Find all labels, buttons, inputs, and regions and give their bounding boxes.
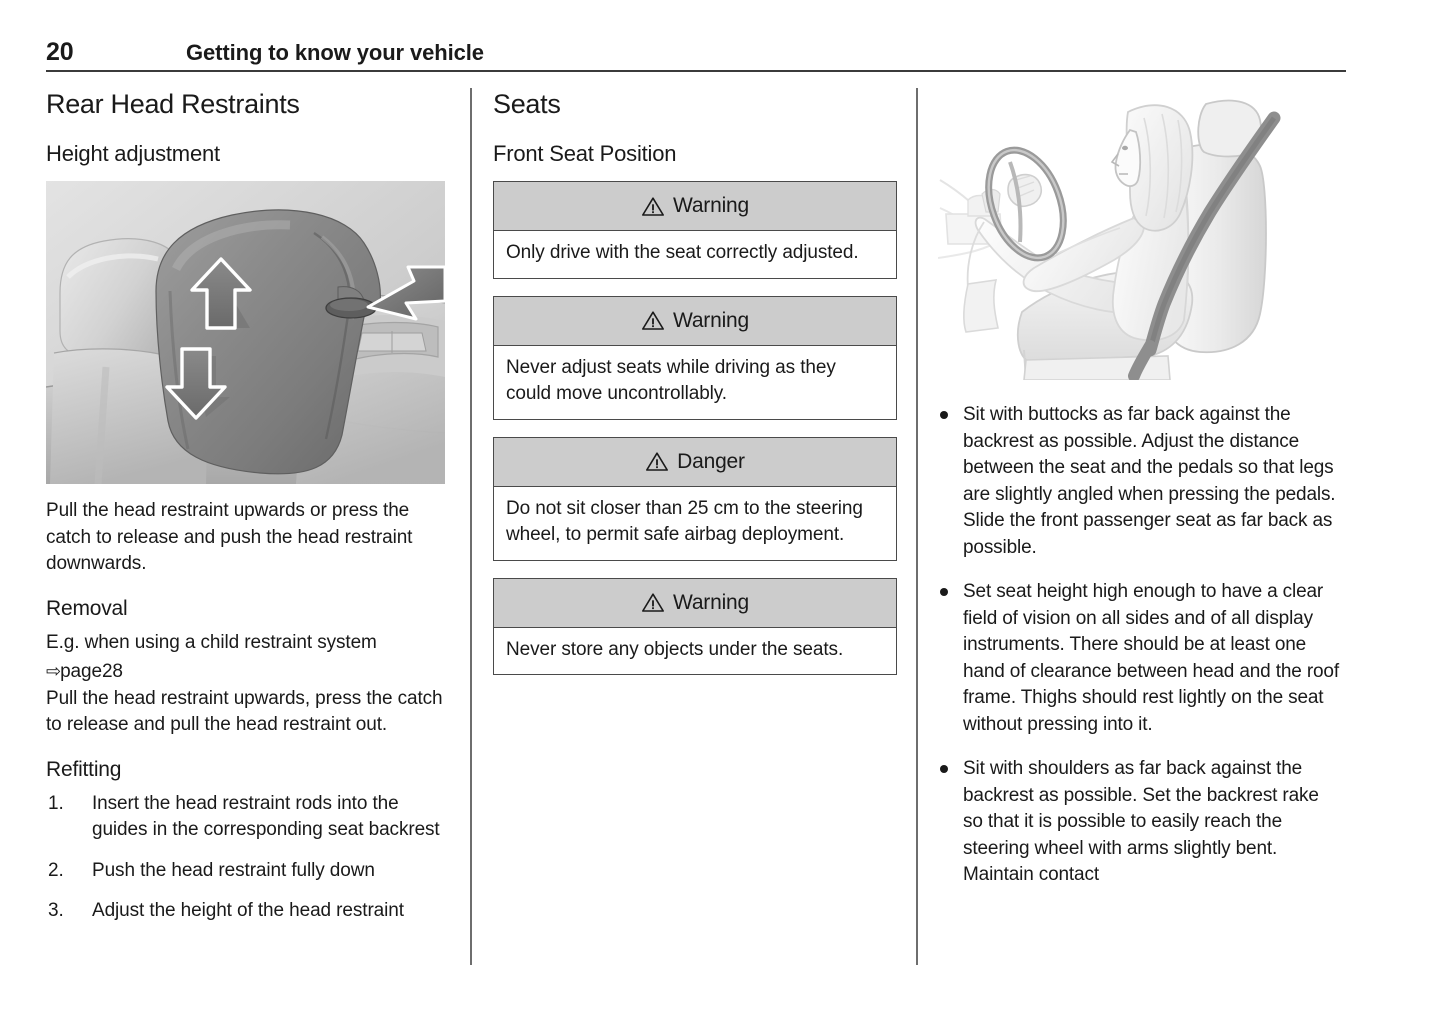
bullet-icon (940, 411, 948, 419)
list-item (938, 756, 1343, 889)
reference-target-label: page28 (60, 661, 123, 682)
notice-label: Danger (677, 449, 745, 473)
list-item (46, 791, 450, 844)
notice-header (494, 182, 896, 231)
list-item (46, 858, 450, 885)
warning-triangle-icon (641, 196, 665, 217)
notice-body (494, 346, 896, 419)
column-divider-right (916, 88, 918, 965)
heading-refitting: Refitting (46, 757, 122, 781)
step-number: 1. (48, 792, 64, 814)
page-header (46, 38, 1346, 72)
bullet-text: Sit with shoulders as far back against the backrest as possible. Set the backrest rake so that it is possible to easily reach the steering wheel with arms slightly bent. Maintain contact (963, 758, 1319, 885)
section-title-seats: Seats (493, 89, 561, 119)
figure-driver-seating-position (938, 88, 1304, 380)
heading-removal: Removal (46, 596, 128, 620)
notice-text: Do not sit closer than 25 cm to the steering wheel, to permit safe airbag deployment. (506, 497, 863, 545)
bullet-text: Sit with buttocks as far back against the backrest as possible. Adjust the distance between the seat and the pedals so that legs are slightly angled when pressing the pedals. Slide the front passenger seat as far back as possible. (963, 404, 1336, 558)
refitting-steps-list (46, 791, 450, 925)
list-item (46, 898, 450, 925)
column-divider-left (470, 88, 472, 965)
notice-body (494, 628, 896, 675)
seating-position-bullets (938, 402, 1343, 889)
step-text: Insert the head restraint rods into the guides in the corresponding seat backrest (92, 792, 440, 840)
notice-text: Never store any objects under the seats. (506, 638, 844, 660)
step-text: Push the head restraint fully down (92, 859, 375, 881)
heading-height-adjustment: Height adjustment (46, 141, 220, 166)
cross-reference-page28[interactable] (46, 658, 450, 686)
list-item (938, 579, 1343, 738)
removal-paragraph: Pull the head restraint upwards, press the catch to release and pull the head restraint out. (46, 687, 443, 735)
bullet-icon (940, 588, 948, 596)
notice-label: Warning (672, 194, 750, 217)
step-number: 3. (48, 900, 64, 921)
notice-box (493, 578, 897, 676)
left-column (46, 88, 450, 939)
removal-intro-text: E.g. when using a child restraint system (46, 631, 377, 653)
notice-header (494, 438, 896, 487)
head-restraint-adjust-paragraph: Pull the head restraint upwards or press the catch to release and push the head restraint downwards. (46, 500, 413, 574)
notice-header (494, 579, 896, 628)
notice-box (493, 181, 897, 279)
notice-box (493, 296, 897, 420)
page-title: Getting to know your vehicle (186, 40, 484, 65)
right-column (938, 88, 1343, 907)
page-number: 20 (46, 38, 74, 66)
bullet-icon (940, 765, 948, 773)
notice-text: Never adjust seats while driving as they could move uncontrollably. (506, 356, 836, 404)
warning-triangle-icon (641, 310, 665, 331)
notice-label: Warning (672, 308, 750, 332)
notice-body (494, 231, 896, 278)
step-text: Adjust the height of the head restraint (92, 900, 404, 921)
section-title-rear-head-restraints: Rear Head Restraints (46, 89, 300, 119)
notice-box (493, 437, 897, 561)
notice-body (494, 487, 896, 560)
notice-label: Warning (672, 590, 750, 614)
notice-text: Only drive with the seat correctly adjusted. (506, 242, 859, 263)
figure-head-restraint-adjustment (46, 181, 445, 484)
reference-arrow-icon: ⇨ (46, 661, 61, 681)
heading-front-seat-position: Front Seat Position (493, 141, 677, 166)
warning-triangle-icon (641, 592, 665, 613)
middle-column (493, 88, 897, 692)
warning-triangle-icon (645, 451, 669, 472)
bullet-text: Set seat height high enough to have a clear field of vision on all sides and of all display instruments. There should be at least one hand of clearance between head and the roof frame. Thighs should rest lightly on the seat without pressing into it. (963, 581, 1339, 735)
list-item (938, 402, 1343, 561)
notice-header (494, 297, 896, 346)
step-number: 2. (48, 859, 64, 881)
